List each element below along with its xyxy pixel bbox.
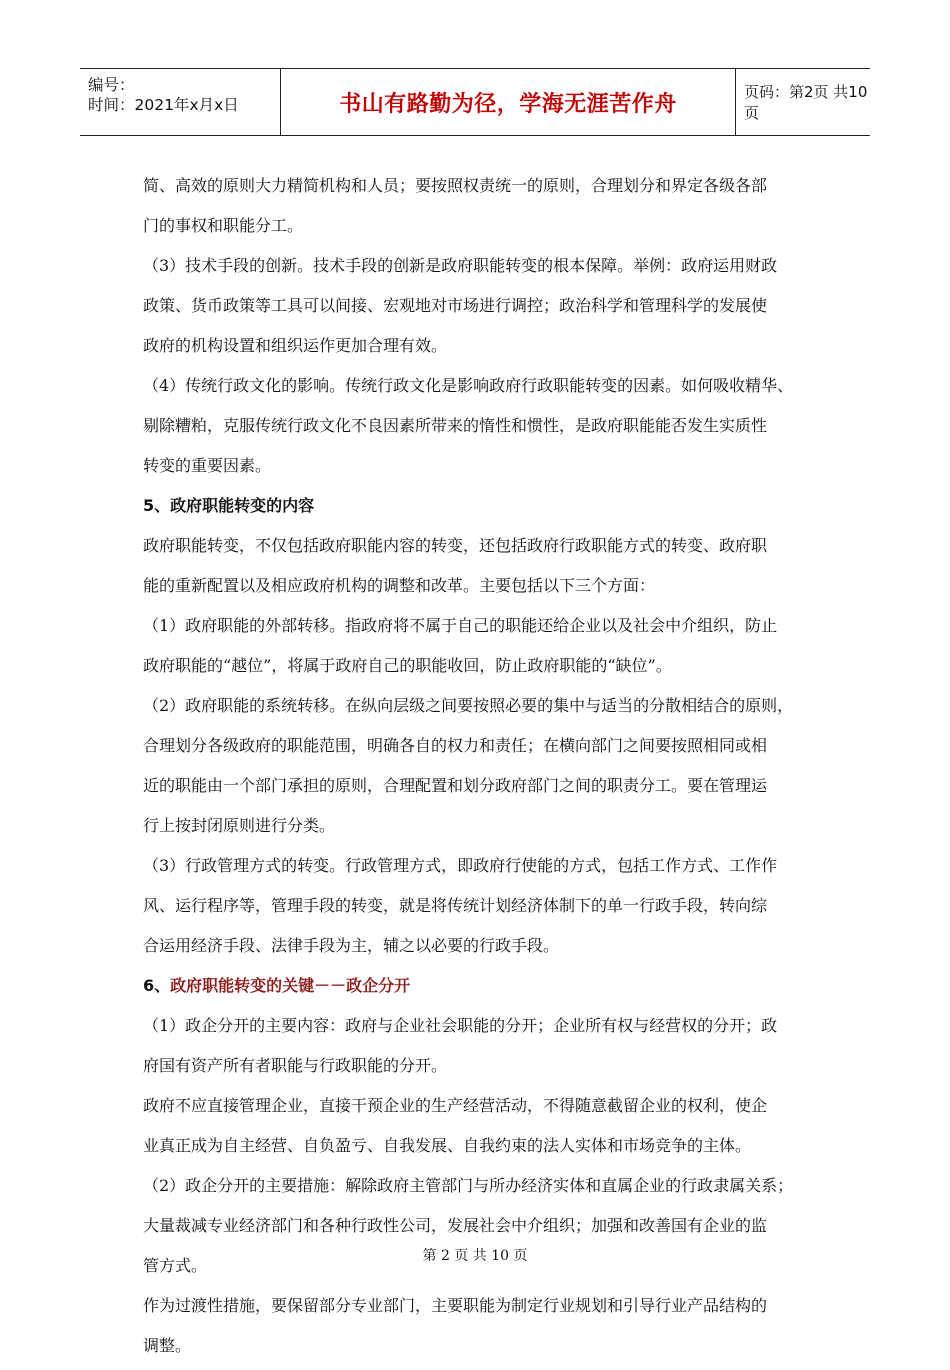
paragraph-line: （2）政府职能的系统转移。在纵向层级之间要按照必要的集中与适当的分散相结合的原则， — [143, 696, 794, 715]
header-meta — [80, 69, 281, 135]
header-page-info: 页码：第2页 共10页 — [744, 83, 868, 122]
paragraph-line: 调整。 — [143, 1336, 192, 1355]
section-heading-6-title: 政府职能转变的关键－－政企分开 — [170, 976, 411, 995]
paragraph-line: 简、高效的原则大力精简机构和人员；要按照权责统一的原则，合理划分和界定各级各部 — [143, 176, 768, 195]
paragraph-line: （1）政企分开的主要内容：政府与企业社会职能的分开；企业所有权与经营权的分开；政 — [143, 1016, 778, 1035]
paragraph-line: 政策、货币政策等工具可以间接、宏观地对市场进行调控；政治科学和管理科学的发展使 — [143, 296, 768, 315]
paragraph-line: 转变的重要因素。 — [143, 456, 272, 475]
paragraph-line: 大量裁减专业经济部门和各种行政性公司，发展社会中介组织；加强和改善国有企业的监 — [143, 1216, 768, 1235]
paragraph-line: 门的事权和职能分工。 — [143, 216, 304, 235]
paragraph-line: 剔除糟粕，克服传统行政文化不良因素所带来的惰性和惯性，是政府职能能否发生实质性 — [143, 416, 768, 435]
paragraph-line: 行上按封闭原则进行分类。 — [143, 816, 336, 835]
paragraph-line: 风、运行程序等，管理手段的转变，就是将传统计划经济体制下的单一行政手段，转向综 — [143, 896, 768, 915]
paragraph-line: 府国有资产所有者职能与行政职能的分开。 — [143, 1056, 448, 1075]
paragraph-line: 政府不应直接管理企业，直接干预企业的生产经营活动，不得随意截留企业的权利，使企 — [143, 1096, 768, 1115]
paragraph-line: （3）行政管理方式的转变。行政管理方式，即政府行使能的方式，包括工作方式、工作作 — [143, 856, 778, 875]
section-heading-5: 5、政府职能转变的内容 — [143, 496, 315, 515]
page-header — [80, 68, 870, 136]
paragraph-line: 政府职能转变，不仅包括政府职能内容的转变，还包括政府行政职能方式的转变、政府职 — [143, 536, 768, 555]
paragraph-line: 政府职能的“越位”，将属于政府自己的职能收回，防止政府职能的“缺位”。 — [143, 656, 672, 675]
document-date: 时间：2021年x月x日 — [88, 96, 239, 114]
document-number-label: 编号： — [88, 76, 135, 94]
paragraph-line: 作为过渡性措施，要保留部分专业部门，主要职能为制定行业规划和引导行业产品结构的 — [143, 1296, 768, 1315]
paragraph-line: 业真正成为自主经营、自负盈亏、自我发展、自我约束的法人实体和市场竞争的主体。 — [143, 1136, 752, 1155]
paragraph-line: （4）传统行政文化的影响。传统行政文化是影响政府行政职能转变的因素。如何吸收精华、 — [143, 376, 794, 395]
header-motto: 书山有路勤为径，学海无涯苦作舟 — [281, 69, 736, 135]
page-footer: 第 2 页 共 10 页 — [422, 1248, 528, 1264]
section-heading-6 — [143, 970, 823, 1010]
paragraph-line: （1）政府职能的外部转移。指政府将不属于自己的职能还给企业以及社会中介组织，防止 — [143, 616, 778, 635]
paragraph-line: 政府的机构设置和组织运作更加合理有效。 — [143, 336, 448, 355]
paragraph-line: 能的重新配置以及相应政府机构的调整和改革。主要包括以下三个方面： — [143, 576, 656, 595]
paragraph-line: 管方式。 — [143, 1256, 208, 1275]
document-body — [143, 170, 823, 1370]
paragraph-line: （3）技术手段的创新。技术手段的创新是政府职能转变的根本保障。举例：政府运用财政 — [143, 256, 778, 275]
paragraph-line: 合运用经济手段、法律手段为主，辅之以必要的行政手段。 — [143, 936, 560, 955]
section-heading-6-number: 6、 — [143, 976, 171, 995]
paragraph-line: （2）政企分开的主要措施：解除政府主管部门与所办经济实体和直属企业的行政隶属关系； — [143, 1176, 794, 1195]
paragraph-line: 合理划分各级政府的职能范围，明确各自的权力和责任；在横向部门之间要按照相同或相 — [143, 736, 768, 755]
paragraph-line: 近的职能由一个部门承担的原则，合理配置和划分政府部门之间的职责分工。要在管理运 — [143, 776, 768, 795]
